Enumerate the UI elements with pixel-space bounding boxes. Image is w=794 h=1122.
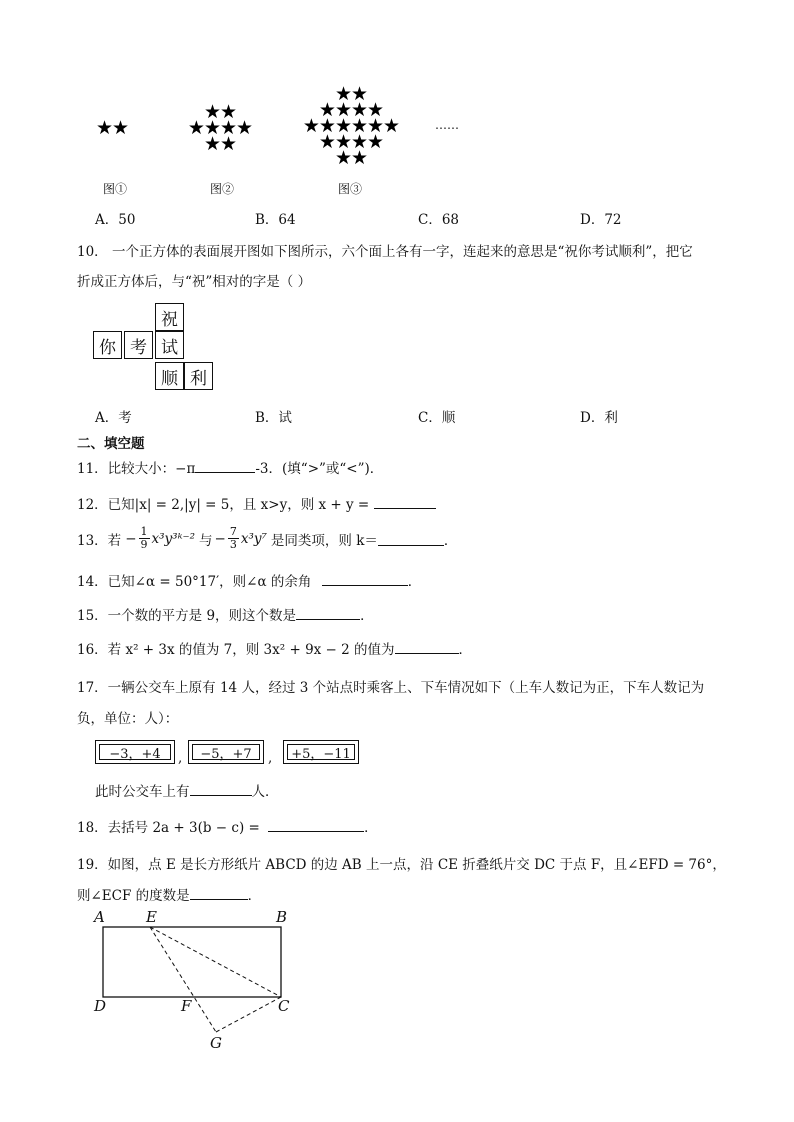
net-cell-zhu: 祝 bbox=[155, 303, 184, 331]
figure-1-label: 图① bbox=[103, 182, 128, 196]
q13-frac2-num: 7 bbox=[229, 525, 237, 538]
q17-line1: 17．一辆公交车上原有 14 人，经过 3 个站点时乘客上、下车情况如下（上车人数记为正，下车人数记为 bbox=[77, 680, 705, 696]
net-cell-shun: 顺 bbox=[155, 362, 184, 390]
box-comma: , bbox=[178, 750, 183, 766]
star-row: ★★★★ bbox=[318, 131, 384, 153]
bus-stop-box-2: −5，+7 bbox=[188, 740, 264, 764]
q19-line2-pre: 则∠ECF 的度数是 bbox=[77, 888, 190, 904]
q11-post: -3．(填“>”或“<”)． bbox=[255, 461, 384, 477]
star-row: ★★ bbox=[95, 117, 129, 139]
star-row: ★★ bbox=[334, 83, 368, 105]
point-b-label: B bbox=[276, 908, 288, 926]
q17-answer-post: 人． bbox=[251, 784, 279, 800]
point-c-label: C bbox=[278, 997, 290, 1015]
net-cell-shi: 试 bbox=[155, 331, 184, 359]
q10-option-b: B．试 bbox=[255, 410, 292, 426]
q13: 13．若 − $\frac{1}{9}$ x³y³ᵏ⁻² 与 − $\frac{7}{3}$ x³y⁷ 是同类项，则 k＝ ． bbox=[77, 525, 458, 551]
q14-end: ． bbox=[407, 574, 422, 590]
net-cell-li: 利 bbox=[184, 362, 213, 390]
net-cell-kao: 考 bbox=[124, 331, 153, 359]
q9-option-c: C．68 bbox=[418, 212, 460, 228]
q13-frac2-den: 3 bbox=[229, 538, 237, 551]
q10-option-d: D．利 bbox=[580, 410, 618, 426]
point-g-label: G bbox=[210, 1034, 222, 1052]
q13-post: 是同类项，则 k＝ bbox=[270, 532, 378, 549]
q17-answer-pre: 此时公交车上有 bbox=[95, 784, 190, 800]
bus-stop-box-1: −3，+4 bbox=[95, 740, 175, 764]
box-comma: , bbox=[268, 750, 273, 766]
q10-option-c: C．顺 bbox=[418, 410, 456, 426]
star-row: ★★★★ bbox=[187, 117, 253, 139]
q13-mid: 与 bbox=[199, 532, 213, 549]
q13-term2: x³y⁷ bbox=[240, 530, 267, 547]
q10-line1: 10． 一个正方体的表面展开图如下图所示，六个面上各有一字，连起来的意思是“祝你考试顺利”，把它 bbox=[77, 244, 693, 260]
q11-pre: 11．比较大小：−π bbox=[77, 461, 196, 477]
star-row: ★★★★ bbox=[318, 99, 384, 121]
q13-end: ． bbox=[443, 532, 458, 549]
q18-end: ． bbox=[364, 820, 378, 836]
star-row: ★★ bbox=[334, 147, 368, 169]
star-row: ★★ bbox=[203, 133, 237, 155]
star-row: ★★ bbox=[203, 101, 237, 123]
q10-line2: 折成正方体后，与“祝”相对的字是（ ） bbox=[77, 274, 312, 290]
q9-option-d: D．72 bbox=[580, 212, 622, 228]
line-eg bbox=[150, 927, 216, 1032]
net-cell-ni: 你 bbox=[93, 331, 122, 359]
q13-term1: x³y³ᵏ⁻² bbox=[151, 530, 196, 547]
q16-pre: 16．若 x² + 3x 的值为 7，则 3x² + 9x − 2 的值为 bbox=[77, 642, 395, 658]
q12-pre: 12．已知|x| = 2,|y| = 5，且 x>y，则 x + y = bbox=[77, 497, 370, 513]
q13-frac1-den: 9 bbox=[140, 538, 148, 551]
line-gc bbox=[216, 997, 281, 1032]
q9-option-a: A．50 bbox=[95, 212, 136, 228]
point-e-label: E bbox=[146, 908, 157, 926]
q13-frac1-num: 1 bbox=[140, 525, 148, 538]
q16-end: ． bbox=[458, 642, 473, 658]
rectangle-abcd bbox=[103, 927, 281, 997]
point-a-label: A bbox=[94, 908, 105, 926]
q15-end: ． bbox=[360, 608, 374, 624]
point-f-label: F bbox=[181, 997, 192, 1015]
figure-2-label: 图② bbox=[210, 182, 235, 196]
figure-ellipsis: …… bbox=[435, 118, 459, 132]
q17-line2: 负，单位：人）： bbox=[77, 711, 179, 727]
star-row: ★★★★★★ bbox=[302, 115, 400, 137]
q14-pre: 14．已知∠α = 50°17′，则∠α 的余角 bbox=[77, 574, 312, 590]
q9-option-b: B．64 bbox=[255, 212, 296, 228]
q10-option-a: A．考 bbox=[95, 410, 132, 426]
line-ec bbox=[150, 927, 281, 997]
point-d-label: D bbox=[94, 997, 107, 1015]
q15-pre: 15．一个数的平方是 9，则这个数是 bbox=[77, 608, 297, 624]
q18-pre: 18．去括号 2a + 3(b − c) = bbox=[77, 820, 260, 836]
section-title: 二、填空题 bbox=[77, 436, 145, 452]
q19-line1: 19．如图，点 E 是长方形纸片 ABCD 的边 AB 上一点，沿 CE 折叠纸片交 DC 于点 F，且∠EFD = 76°， bbox=[77, 857, 726, 873]
q19-line2-end: ． bbox=[247, 888, 262, 904]
q13-pre: 13．若 bbox=[77, 532, 122, 549]
figure-3-label: 图③ bbox=[338, 182, 363, 196]
bus-stop-box-3: +5，−11 bbox=[283, 740, 359, 764]
